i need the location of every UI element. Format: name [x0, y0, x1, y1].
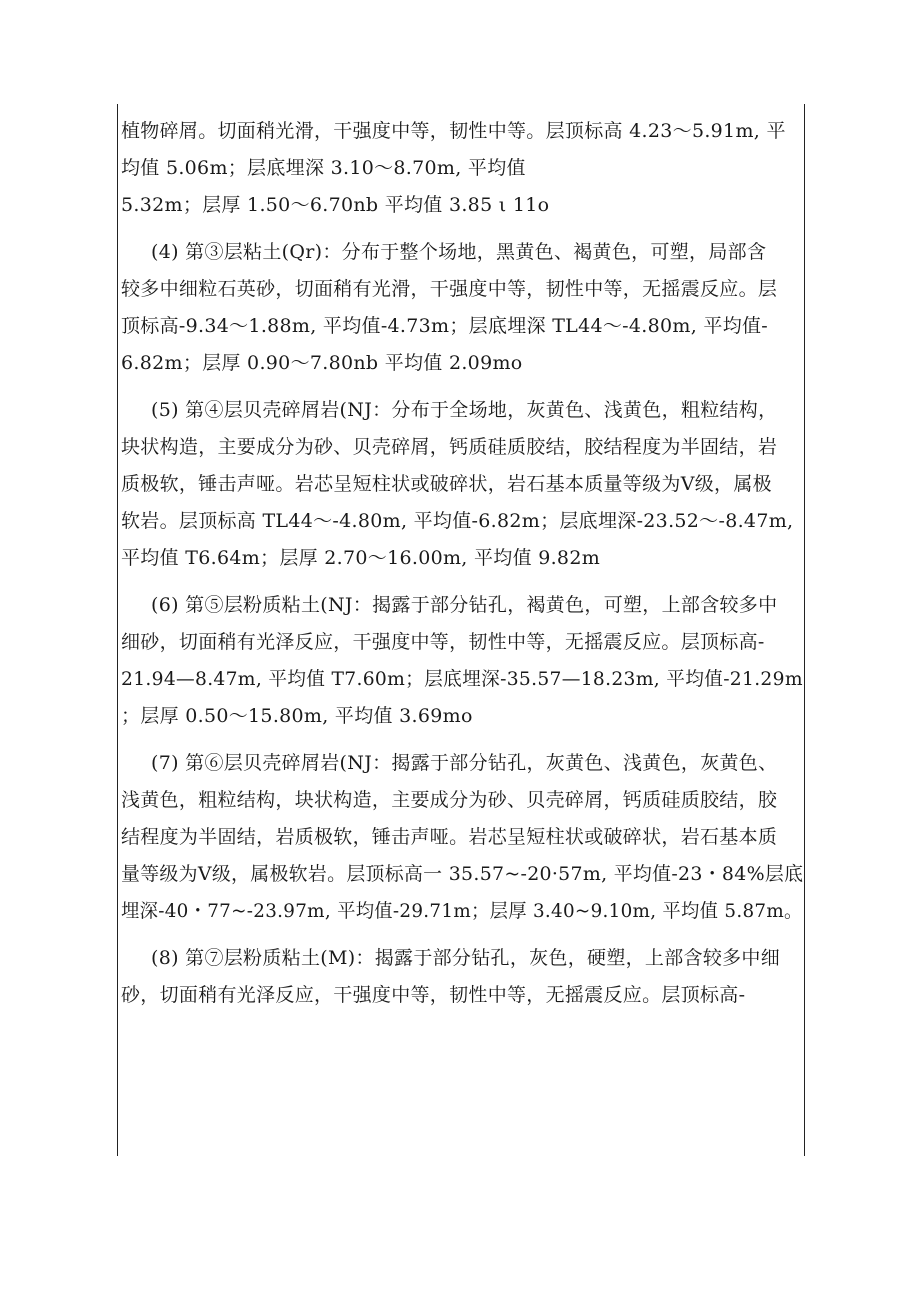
paragraph-layer-7-silty-clay — [121, 940, 803, 1014]
text-line: ；层厚 0.50～15.80m, 平均值 3.69mo — [121, 705, 473, 727]
text-line: 6.82m；层厚 0.90～7.80nb 平均值 2.09mo — [121, 352, 523, 374]
text-line: 顶标高-9.34～1.88m, 平均值-4.73m；层底埋深 TL44～-4.80m, 平均值- — [121, 315, 769, 337]
text-line: 浅黄色，粗粒结构，块状构造，主要成分为砂、贝壳碎屑，钙质硅质胶结，胶 — [121, 789, 778, 811]
document-body — [121, 113, 803, 1014]
text-line: (4) 第③层粘土(Qr)：分布于整个场地，黑黄色、褐黄色，可塑，局部含 — [151, 241, 767, 263]
table-left-border — [117, 104, 118, 1156]
text-line: 细砂，切面稍有光泽反应，干强度中等，韧性中等，无摇震反应。层顶标高- — [121, 631, 765, 653]
paragraph-layer-6-shell-rock — [121, 745, 803, 930]
text-line: 植物碎屑。切面稍光滑，干强度中等，韧性中等。层顶标高 4.23～5.91m, 平 — [121, 120, 786, 142]
table-right-border — [804, 104, 805, 1156]
paragraph-layer-5-silty-clay — [121, 587, 803, 735]
text-line: 较多中细粒石英砂，切面稍有光滑，干强度中等，韧性中等，无摇震反应。层 — [121, 278, 778, 300]
paragraph-layer-3-clay — [121, 234, 803, 382]
text-line: 均值 5.06m；层底埋深 3.10～8.70m, 平均值 — [121, 157, 526, 179]
text-line: (8) 第⑦层粉质粘土(M)：揭露于部分钻孔，灰色，硬塑，上部含较多中细 — [151, 947, 781, 969]
text-line: (6) 第⑤层粉质粘土(NJ：揭露于部分钻孔，褐黄色，可塑，上部含较多中 — [151, 594, 778, 616]
text-line: 结程度为半固结，岩质极软，锤击声哑。岩芯呈短柱状或破碎状，岩石基本质 — [121, 826, 778, 848]
text-line: 块状构造，主要成分为砂、贝壳碎屑，钙质硅质胶结，胶结程度为半固结，岩 — [121, 436, 778, 458]
text-line: (7) 第⑥层贝壳碎屑岩(NJ：揭露于部分钻孔，灰黄色、浅黄色，灰黄色、 — [151, 752, 778, 774]
text-line: 软岩。层顶标高 TL44～-4.80m, 平均值-6.82m；层底埋深-23.52～-8.47m, — [121, 510, 794, 532]
text-line: (5) 第④层贝壳碎屑岩(NJ：分布于全场地，灰黄色、浅黄色，粗粒结构， — [151, 399, 778, 421]
paragraph-continuation — [121, 113, 803, 224]
text-line: 量等级为Ⅴ级，属极软岩。层顶标高一 35.57~-20·57m, 平均值-23・84%层底 — [121, 863, 804, 885]
text-line: 质极软，锤击声哑。岩芯呈短柱状或破碎状，岩石基本质量等级为Ⅴ级，属极 — [121, 473, 772, 495]
text-line: 21.94—8.47m, 平均值 T7.60m；层底埋深-35.57—18.23m, 平均值-21.29m — [121, 668, 803, 690]
text-line: 5.32m；层厚 1.50～6.70nb 平均值 3.85 ι 11o — [121, 194, 550, 216]
text-line: 砂，切面稍有光泽反应，干强度中等，韧性中等，无摇震反应。层顶标高- — [121, 984, 746, 1006]
paragraph-layer-4-shell-rock — [121, 392, 803, 577]
text-line: 埋深-40・77~-23.97m, 平均值-29.71m；层厚 3.40~9.10m, 平均值 5.87m。 — [121, 900, 803, 922]
text-line: 平均值 T6.64m；层厚 2.70～16.00m, 平均值 9.82m — [121, 547, 601, 569]
